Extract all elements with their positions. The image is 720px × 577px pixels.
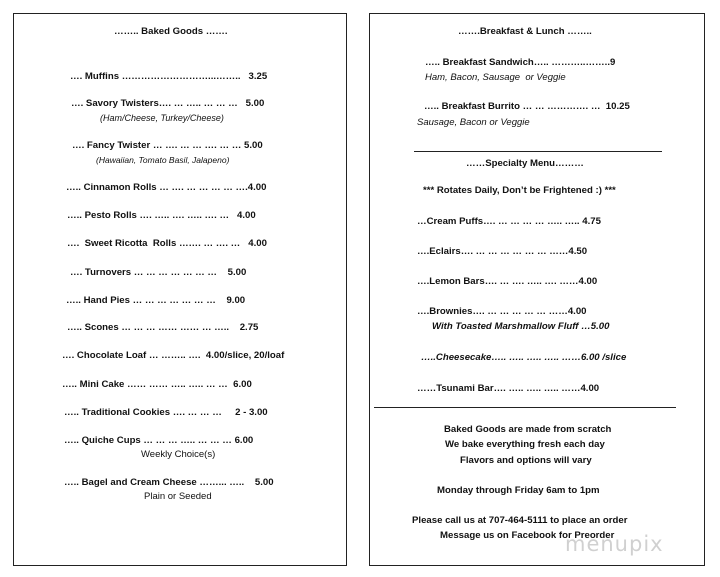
menu-item-brownies: ….Brownies…. … … … … … ……4.00	[417, 306, 587, 317]
footer-fresh-note: We bake everything fresh each day	[445, 439, 605, 450]
menu-item-fancy-twister: …. Fancy Twister … …. … … …. … … 5.00	[72, 140, 263, 151]
menu-item-breakfast-sandwich: ….. Breakfast Sandwich….. ………..……..9	[425, 57, 616, 68]
menu-item-lemon-bars: ….Lemon Bars…. … …. ….. …. ……4.00	[417, 276, 598, 287]
menu-item-mini-cake: ….. Mini Cake …… …… ….. ….. … … 6.00	[62, 379, 252, 390]
menu-item-scones: ….. Scones … … … …… …… … ….. 2.75	[67, 322, 259, 333]
menu-item-turnovers: …. Turnovers … … … … … … … 5.00	[70, 267, 247, 278]
menu-item-hand-pies: ….. Hand Pies … … … … … … … 9.00	[66, 295, 246, 306]
menu-item-eclairs: ….Eclairs…. … … … … … … ……4.50	[417, 246, 588, 257]
footer-divider	[374, 407, 676, 408]
menu-item-traditional-cookies: ….. Traditional Cookies …. … … … 2 - 3.00	[64, 407, 268, 418]
footer-flavors-note: Flavors and options will vary	[460, 455, 592, 466]
menu-item-bagel-cream-cheese: ….. Bagel and Cream Cheese ……... ….. 5.00	[64, 477, 274, 488]
baked-goods-heading: …….. Baked Goods …….	[114, 26, 228, 37]
menu-item-breakfast-sandwich-options: Ham, Bacon, Sausage or Veggie	[425, 72, 566, 83]
phone-order-note: Please call us at 707-464-5111 to place an order	[412, 515, 628, 526]
menu-item-brownies-option: With Toasted Marshmallow Fluff …5.00	[432, 321, 610, 332]
specialty-menu-heading: ……Specialty Menu………	[466, 158, 584, 169]
menupix-watermark: menupix	[565, 532, 664, 556]
breakfast-specialty-menu-panel	[369, 13, 705, 566]
menu-item-breakfast-burrito: ….. Breakfast Burrito … … …………. … 10.25	[424, 101, 630, 112]
menu-item-sweet-ricotta-rolls: …. Sweet Ricotta Rolls ……. … …. … 4.00	[67, 238, 267, 249]
menu-item-fancy-twister-options: (Hawaiian, Tomato Basil, Jalapeno)	[96, 155, 230, 165]
menu-item-pesto-rolls: ….. Pesto Rolls …. ….. …. ….. …. … 4.00	[67, 210, 256, 221]
menu-item-cinnamon-rolls: ….. Cinnamon Rolls … …. … … … … ….4.00	[66, 182, 267, 193]
rotates-daily-note: *** Rotates Daily, Don’t be Frightened :) ***	[423, 185, 616, 196]
menu-item-chocolate-loaf: …. Chocolate Loaf … …….. …. 4.00/slice, 20/loaf	[62, 350, 285, 361]
menu-item-muffins: …. Muffins ………………………...…….. 3.25	[70, 71, 268, 82]
menu-item-tsunami-bar: ……Tsunami Bar…. ….. ….. ….. ……4.00	[417, 383, 600, 394]
menu-item-breakfast-burrito-options: Sausage, Bacon or Veggie	[417, 117, 530, 128]
breakfast-lunch-heading: …….Breakfast & Lunch ……..	[458, 26, 592, 37]
menu-item-quiche-cups-note: Weekly Choice(s)	[141, 449, 216, 460]
menu-item-bagel-options: Plain or Seeded	[144, 491, 212, 502]
menu-item-quiche-cups: ….. Quiche Cups … … … ….. … … … 6.00	[64, 435, 254, 446]
menu-item-savory-twisters: …. Savory Twisters…. … ….. … … … 5.00	[71, 98, 265, 109]
facebook-preorder-note: Message us on Facebook for Preorder	[440, 530, 615, 541]
business-hours: Monday through Friday 6am to 1pm	[437, 485, 600, 496]
menu-item-savory-twisters-options: (Ham/Cheese, Turkey/Cheese)	[100, 113, 224, 123]
menu-item-cream-puffs: …Cream Puffs…. … … … … ….. ….. 4.75	[417, 216, 601, 227]
footer-scratch-note: Baked Goods are made from scratch	[444, 424, 612, 435]
section-divider	[414, 151, 662, 152]
menu-item-cheesecake: …..Cheesecake….. ….. ….. ….. ……6.00 /slice	[421, 352, 627, 363]
